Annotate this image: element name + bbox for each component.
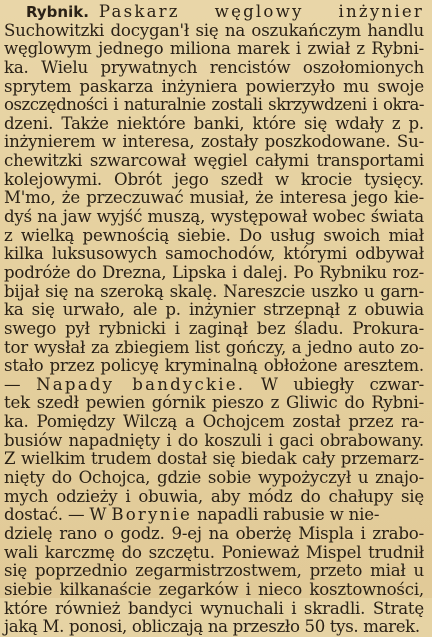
section-dash: — W: [67, 505, 107, 525]
article-text-line: inżynierem w interesa, zostały poszkodowane. Su-: [4, 132, 424, 152]
article-text-line: M'mo, że przeczuwać musiał, że interesa jego kie-: [4, 188, 424, 208]
article-text-line: dyś na jaw wyjść muszą, występował wobec świata: [4, 207, 424, 227]
section-heading: Napady bandyckie.: [36, 374, 246, 394]
article-text-line: podróże do Drezna, Lipska i dalej. Po Rybniku roz-: [4, 262, 424, 282]
article-text-line: ka się urwało, ale p. inżynier strzepnął z obuwia: [4, 300, 424, 320]
article-text-line: ka. Pomiędzy Wilczą a Ochojcem został przez ra-: [4, 412, 424, 432]
article-text-line: się poprzednio zegarmistrzostwem, przeto miał u: [4, 561, 424, 581]
article-text-line: które również bandyci wynuchali i skradli. Stratę: [4, 598, 424, 618]
article-text-line: ka. Wielu prywatnych rencistów oszołomionych: [4, 57, 424, 77]
place-name: Borynie: [111, 505, 193, 525]
article-text-line: swego pył rybnicki i zaginął bez śladu. Prokura-: [4, 318, 424, 338]
article-text-line: jaką M. ponosi, obliczają na przeszło 50 tys. marek.: [4, 617, 420, 637]
news-article: [4, 3, 424, 637]
section-heading-line: [4, 376, 424, 395]
article-text-line: wali karczmę do szczętu. Ponieważ Mispel trudnił: [4, 542, 424, 562]
article-text-line: dzielę rano o godz. 9-ej na oberżę Mispla i zrabo-: [4, 523, 424, 543]
article-text-line: Z wielkim trudem dostał się biedak cały przemarz-: [4, 449, 424, 469]
article-text-line: W ubiegły czwar-: [260, 374, 424, 394]
article-dateline: Rybnik.: [26, 3, 89, 21]
article-text-line: dostać.: [4, 505, 63, 525]
article-text-line: tek szedł pewien górnik pieszo z Gliwic do Rybni-: [4, 393, 424, 413]
article-text-line: kilka luksusowych samochodów, którymi odbywał: [4, 244, 424, 264]
article-text-line: busiów napadnięty i do koszuli i gaci obrabowany.: [4, 430, 424, 450]
section-dash: —: [4, 374, 21, 394]
section-end-line: [4, 506, 424, 525]
article-text-line: tor wysłał za zbiegiem list gończy, a jedno auto zo-: [4, 337, 424, 357]
article-text-line: mych odzieży i obuwia, aby módz do chałupy się: [4, 486, 424, 506]
article-text-line: chewitzki szwarcował węgiel całymi transportami: [4, 151, 424, 171]
article-text-line: oszczędności i naturalnie zostali skrzywdzeni i okra-: [4, 95, 424, 115]
article-text-line: kolejowymi. Obrót jego szedł w krocie tysięcy.: [4, 169, 424, 189]
article-text-line: Suchowitzki docygan'ł się na oszukańczym handlu: [4, 20, 424, 40]
article-text-line: bijał się na szeroką skalę. Nareszcie uszko u garn-: [4, 281, 424, 301]
article-text-line: sprytem paskarza inżyniera powierzyło mu swoje: [4, 76, 424, 96]
article-text-line: z wielką pewnością siebie. Do usług swoich miał: [4, 225, 424, 245]
article-text-line: węglowym jednego miliona marek i zwiał z Rybni-: [4, 39, 424, 59]
article-text-line: stało przez policyę kryminalną obłożone aresztem.: [4, 356, 424, 376]
article-text-line: nięty do Ochojca, gdzie sobie wypożyczył u znajo-: [4, 468, 424, 488]
article-text-line: Paskarz węglowy inżynier: [98, 2, 424, 21]
article-first-line: [4, 3, 424, 22]
article-text-line: napadli rabusie w nie-: [197, 505, 380, 525]
article-text-line: siebie kilkanaście zegarków i nieco kosztowności,: [4, 579, 424, 599]
article-text-line: dzeni. Także niektóre banki, które się wdały z p.: [4, 113, 424, 133]
